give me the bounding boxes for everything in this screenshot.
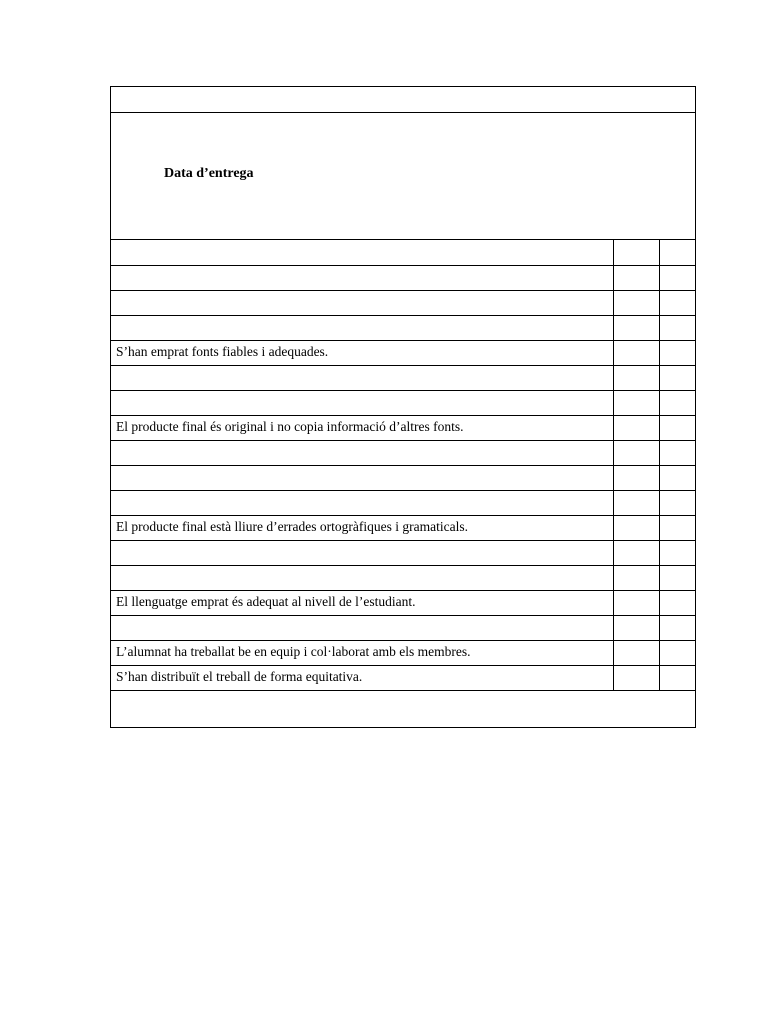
rubric-sheet	[110, 86, 696, 728]
criterion-text: El producte final és original i no copia informació d’altres fonts.	[116, 418, 464, 434]
criterion-text	[111, 441, 613, 443]
mark-cell-1[interactable]	[613, 365, 659, 390]
criterion-text	[111, 266, 613, 268]
criterion-cell	[111, 315, 613, 340]
criterion-cell	[111, 665, 613, 690]
mark-cell-1[interactable]	[613, 640, 659, 665]
mark-cell-2[interactable]	[659, 390, 695, 415]
mark-cell-1[interactable]	[613, 665, 659, 690]
rubric-row	[111, 340, 695, 365]
criterion-cell	[111, 340, 613, 365]
mark-cell-1[interactable]	[613, 440, 659, 465]
mark-cell-2[interactable]	[659, 465, 695, 490]
criterion-text	[111, 240, 613, 242]
criterion-text	[111, 491, 613, 493]
mark-cell-2[interactable]	[659, 290, 695, 315]
header-block	[111, 113, 695, 240]
criterion-text	[111, 541, 613, 543]
criterion-cell	[111, 490, 613, 515]
criterion-text: El llenguatge emprat és adequat al nivell de l’estudiant.	[116, 593, 416, 609]
criterion-text	[111, 391, 613, 393]
mark-cell-1[interactable]	[613, 415, 659, 440]
mark-cell-1[interactable]	[613, 240, 659, 265]
mark-cell-2[interactable]	[659, 490, 695, 515]
criterion-cell	[111, 365, 613, 390]
rubric-table	[111, 240, 695, 691]
rubric-row	[111, 565, 695, 590]
criterion-text: S’han emprat fonts fiables i adequades.	[116, 343, 329, 359]
criterion-cell	[111, 590, 613, 615]
criterion-cell	[111, 240, 613, 265]
top-strip	[111, 87, 695, 113]
criterion-text	[111, 366, 613, 368]
mark-cell-1[interactable]	[613, 465, 659, 490]
rubric-row	[111, 390, 695, 415]
rubric-row	[111, 615, 695, 640]
mark-cell-2[interactable]	[659, 315, 695, 340]
mark-cell-2[interactable]	[659, 340, 695, 365]
rubric-row	[111, 290, 695, 315]
mark-cell-2[interactable]	[659, 590, 695, 615]
criterion-cell	[111, 440, 613, 465]
mark-cell-1[interactable]	[613, 490, 659, 515]
rubric-body	[111, 240, 695, 690]
criterion-cell	[111, 640, 613, 665]
criterion-text	[111, 566, 613, 568]
criterion-text: El producte final està lliure d’errades ortogràfiques i gramaticals.	[116, 518, 468, 534]
mark-cell-2[interactable]	[659, 515, 695, 540]
mark-cell-2[interactable]	[659, 415, 695, 440]
mark-cell-1[interactable]	[613, 315, 659, 340]
criterion-cell	[111, 415, 613, 440]
mark-cell-1[interactable]	[613, 615, 659, 640]
rubric-row	[111, 365, 695, 390]
mark-cell-2[interactable]	[659, 440, 695, 465]
criterion-text: L’alumnat ha treballat be en equip i col·laborat amb els membres.	[116, 643, 471, 659]
criterion-cell	[111, 615, 613, 640]
rubric-row	[111, 465, 695, 490]
criterion-text	[111, 291, 613, 293]
rubric-row	[111, 515, 695, 540]
mark-cell-2[interactable]	[659, 540, 695, 565]
criterion-text	[111, 466, 613, 468]
rubric-row	[111, 490, 695, 515]
criterion-cell	[111, 290, 613, 315]
mark-cell-1[interactable]	[613, 515, 659, 540]
mark-cell-1[interactable]	[613, 540, 659, 565]
criterion-cell	[111, 465, 613, 490]
rubric-row	[111, 265, 695, 290]
date-label: Data d’entrega	[164, 166, 254, 181]
criterion-cell	[111, 515, 613, 540]
mark-cell-2[interactable]	[659, 640, 695, 665]
mark-cell-2[interactable]	[659, 665, 695, 690]
criterion-cell	[111, 565, 613, 590]
rubric-row	[111, 240, 695, 265]
mark-cell-1[interactable]	[613, 590, 659, 615]
criterion-cell	[111, 390, 613, 415]
mark-cell-1[interactable]	[613, 290, 659, 315]
criterion-text	[111, 316, 613, 318]
mark-cell-1[interactable]	[613, 390, 659, 415]
rubric-row	[111, 540, 695, 565]
mark-cell-1[interactable]	[613, 565, 659, 590]
mark-cell-2[interactable]	[659, 615, 695, 640]
mark-cell-2[interactable]	[659, 265, 695, 290]
rubric-row	[111, 665, 695, 690]
mark-cell-2[interactable]	[659, 365, 695, 390]
criterion-cell	[111, 540, 613, 565]
rubric-row	[111, 590, 695, 615]
mark-cell-2[interactable]	[659, 240, 695, 265]
mark-cell-1[interactable]	[613, 340, 659, 365]
mark-cell-1[interactable]	[613, 265, 659, 290]
criterion-text: S’han distribuït el treball de forma equitativa.	[116, 668, 363, 684]
criterion-text	[111, 616, 613, 618]
rubric-row	[111, 315, 695, 340]
rubric-row	[111, 640, 695, 665]
bottom-block	[111, 691, 695, 727]
criterion-cell	[111, 265, 613, 290]
mark-cell-2[interactable]	[659, 565, 695, 590]
rubric-row	[111, 440, 695, 465]
rubric-row	[111, 415, 695, 440]
